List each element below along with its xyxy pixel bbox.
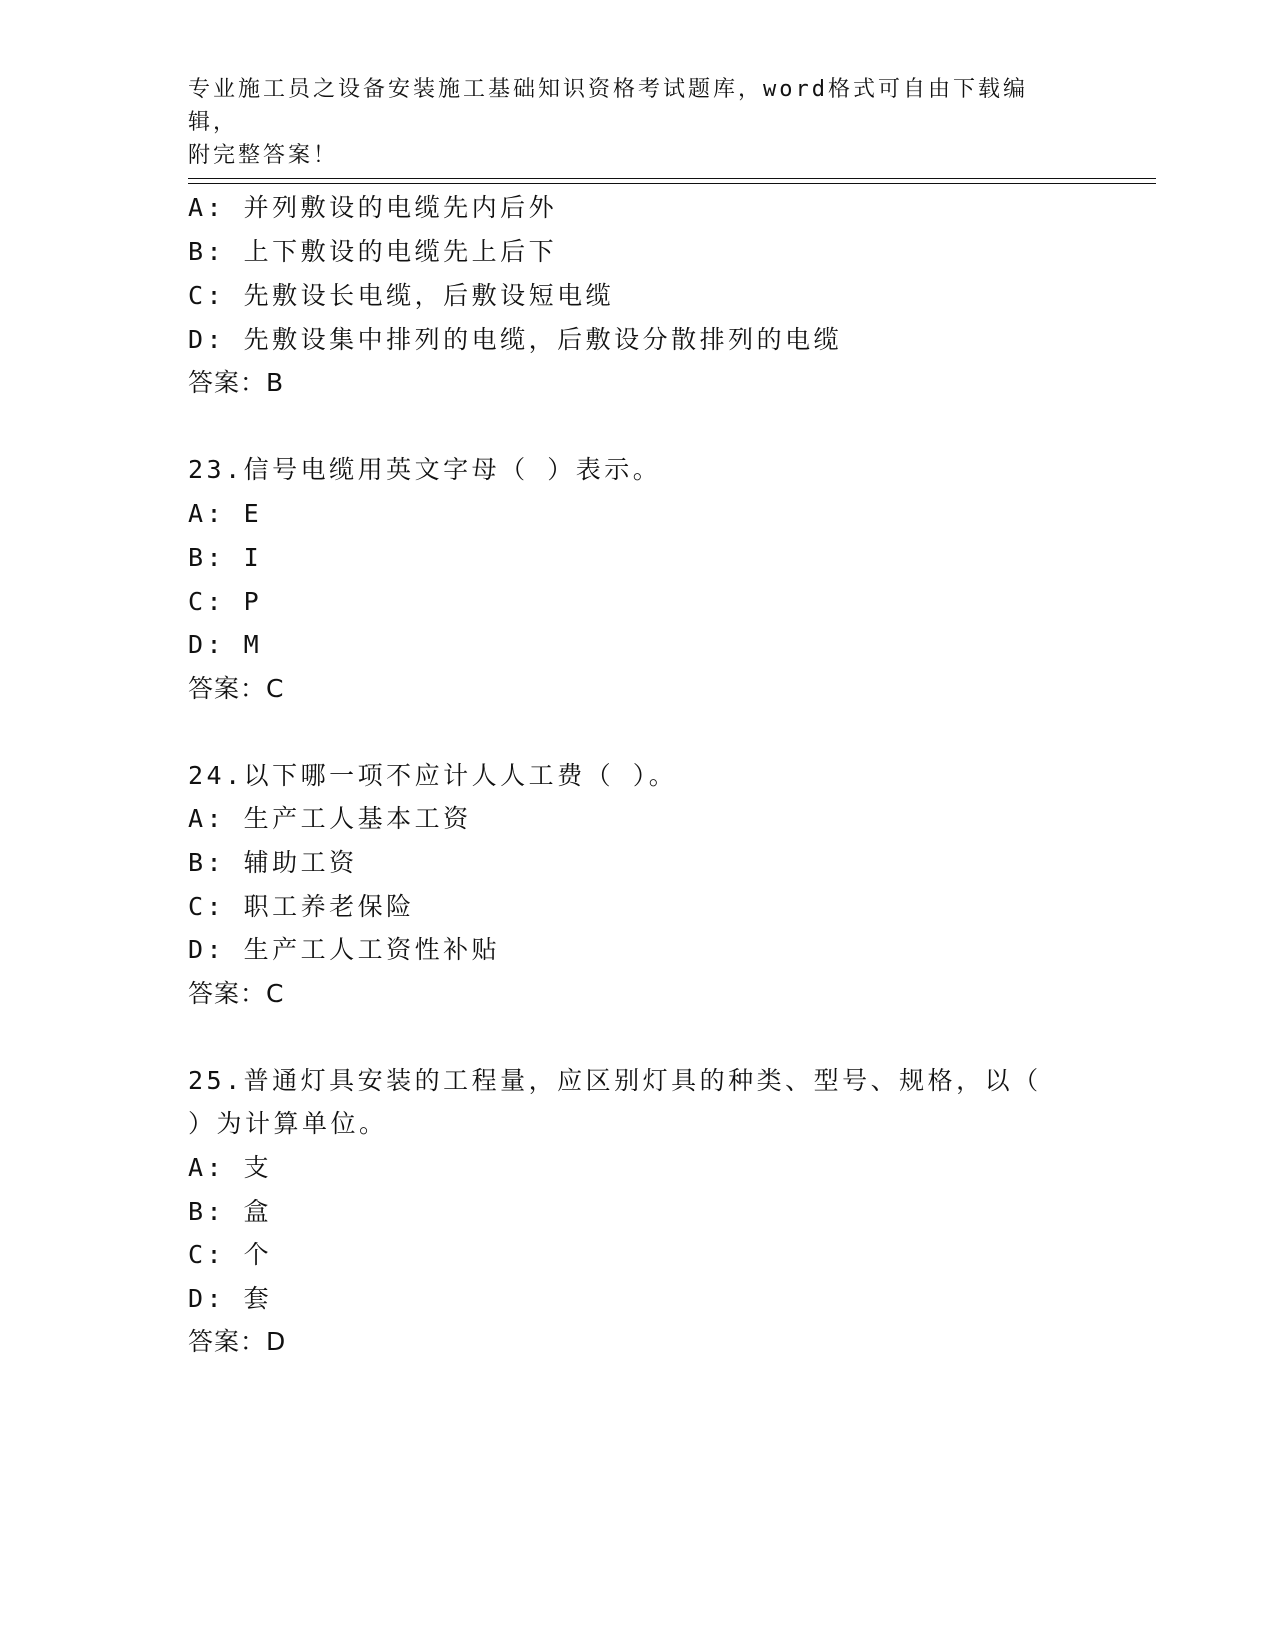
q23-option-a: A: E — [188, 499, 263, 528]
header-divider — [188, 178, 1156, 184]
q22-answer: 答案：B — [188, 368, 285, 397]
q25-question-line-2: ）为计算单位。 — [188, 1109, 388, 1138]
q24-option-c: C: 职工养老保险 — [188, 892, 415, 921]
q23-question: 23.信号电缆用英文字母（ ）表示。 — [188, 455, 662, 484]
q24-option-b: B: 辅助工资 — [188, 848, 358, 877]
q25-option-b: B: 盒 — [188, 1197, 273, 1226]
header-line-2: 附完整答案！ — [188, 143, 339, 168]
q24-answer: 答案：C — [188, 979, 285, 1008]
q25-option-d: D: 套 — [188, 1284, 273, 1313]
q25-answer: 答案：D — [188, 1327, 287, 1356]
q23-answer: 答案：C — [188, 674, 285, 703]
q22-option-c: C: 先敷设长电缆，后敷设短电缆 — [188, 281, 615, 310]
q25-option-c: C: 个 — [188, 1240, 273, 1269]
q23-option-b: B: I — [188, 543, 263, 572]
q22-option-d: D: 先敷设集中排列的电缆，后敷设分散排列的电缆 — [188, 325, 843, 354]
q25-question-line-1: 25.普通灯具安装的工程量，应区别灯具的种类、型号、规格，以（ — [188, 1066, 1042, 1095]
q24-question: 24.以下哪一项不应计人人工费（ ）。 — [188, 761, 678, 790]
header-line-1: 专业施工员之设备安装施工基础知识资格考试题库，word格式可自由下载编辑， — [188, 77, 1028, 135]
q24-option-d: D: 生产工人工资性补贴 — [188, 935, 501, 964]
q22-option-b: B: 上下敷设的电缆先上后下 — [188, 237, 558, 266]
q24-option-a: A: 生产工人基本工资 — [188, 804, 472, 833]
q23-option-c: C: P — [188, 587, 263, 616]
q25-option-a: A: 支 — [188, 1153, 273, 1182]
q22-option-a: A: 并列敷设的电缆先内后外 — [188, 193, 558, 222]
document-header — [188, 73, 1068, 172]
q23-option-d: D: M — [188, 630, 263, 659]
